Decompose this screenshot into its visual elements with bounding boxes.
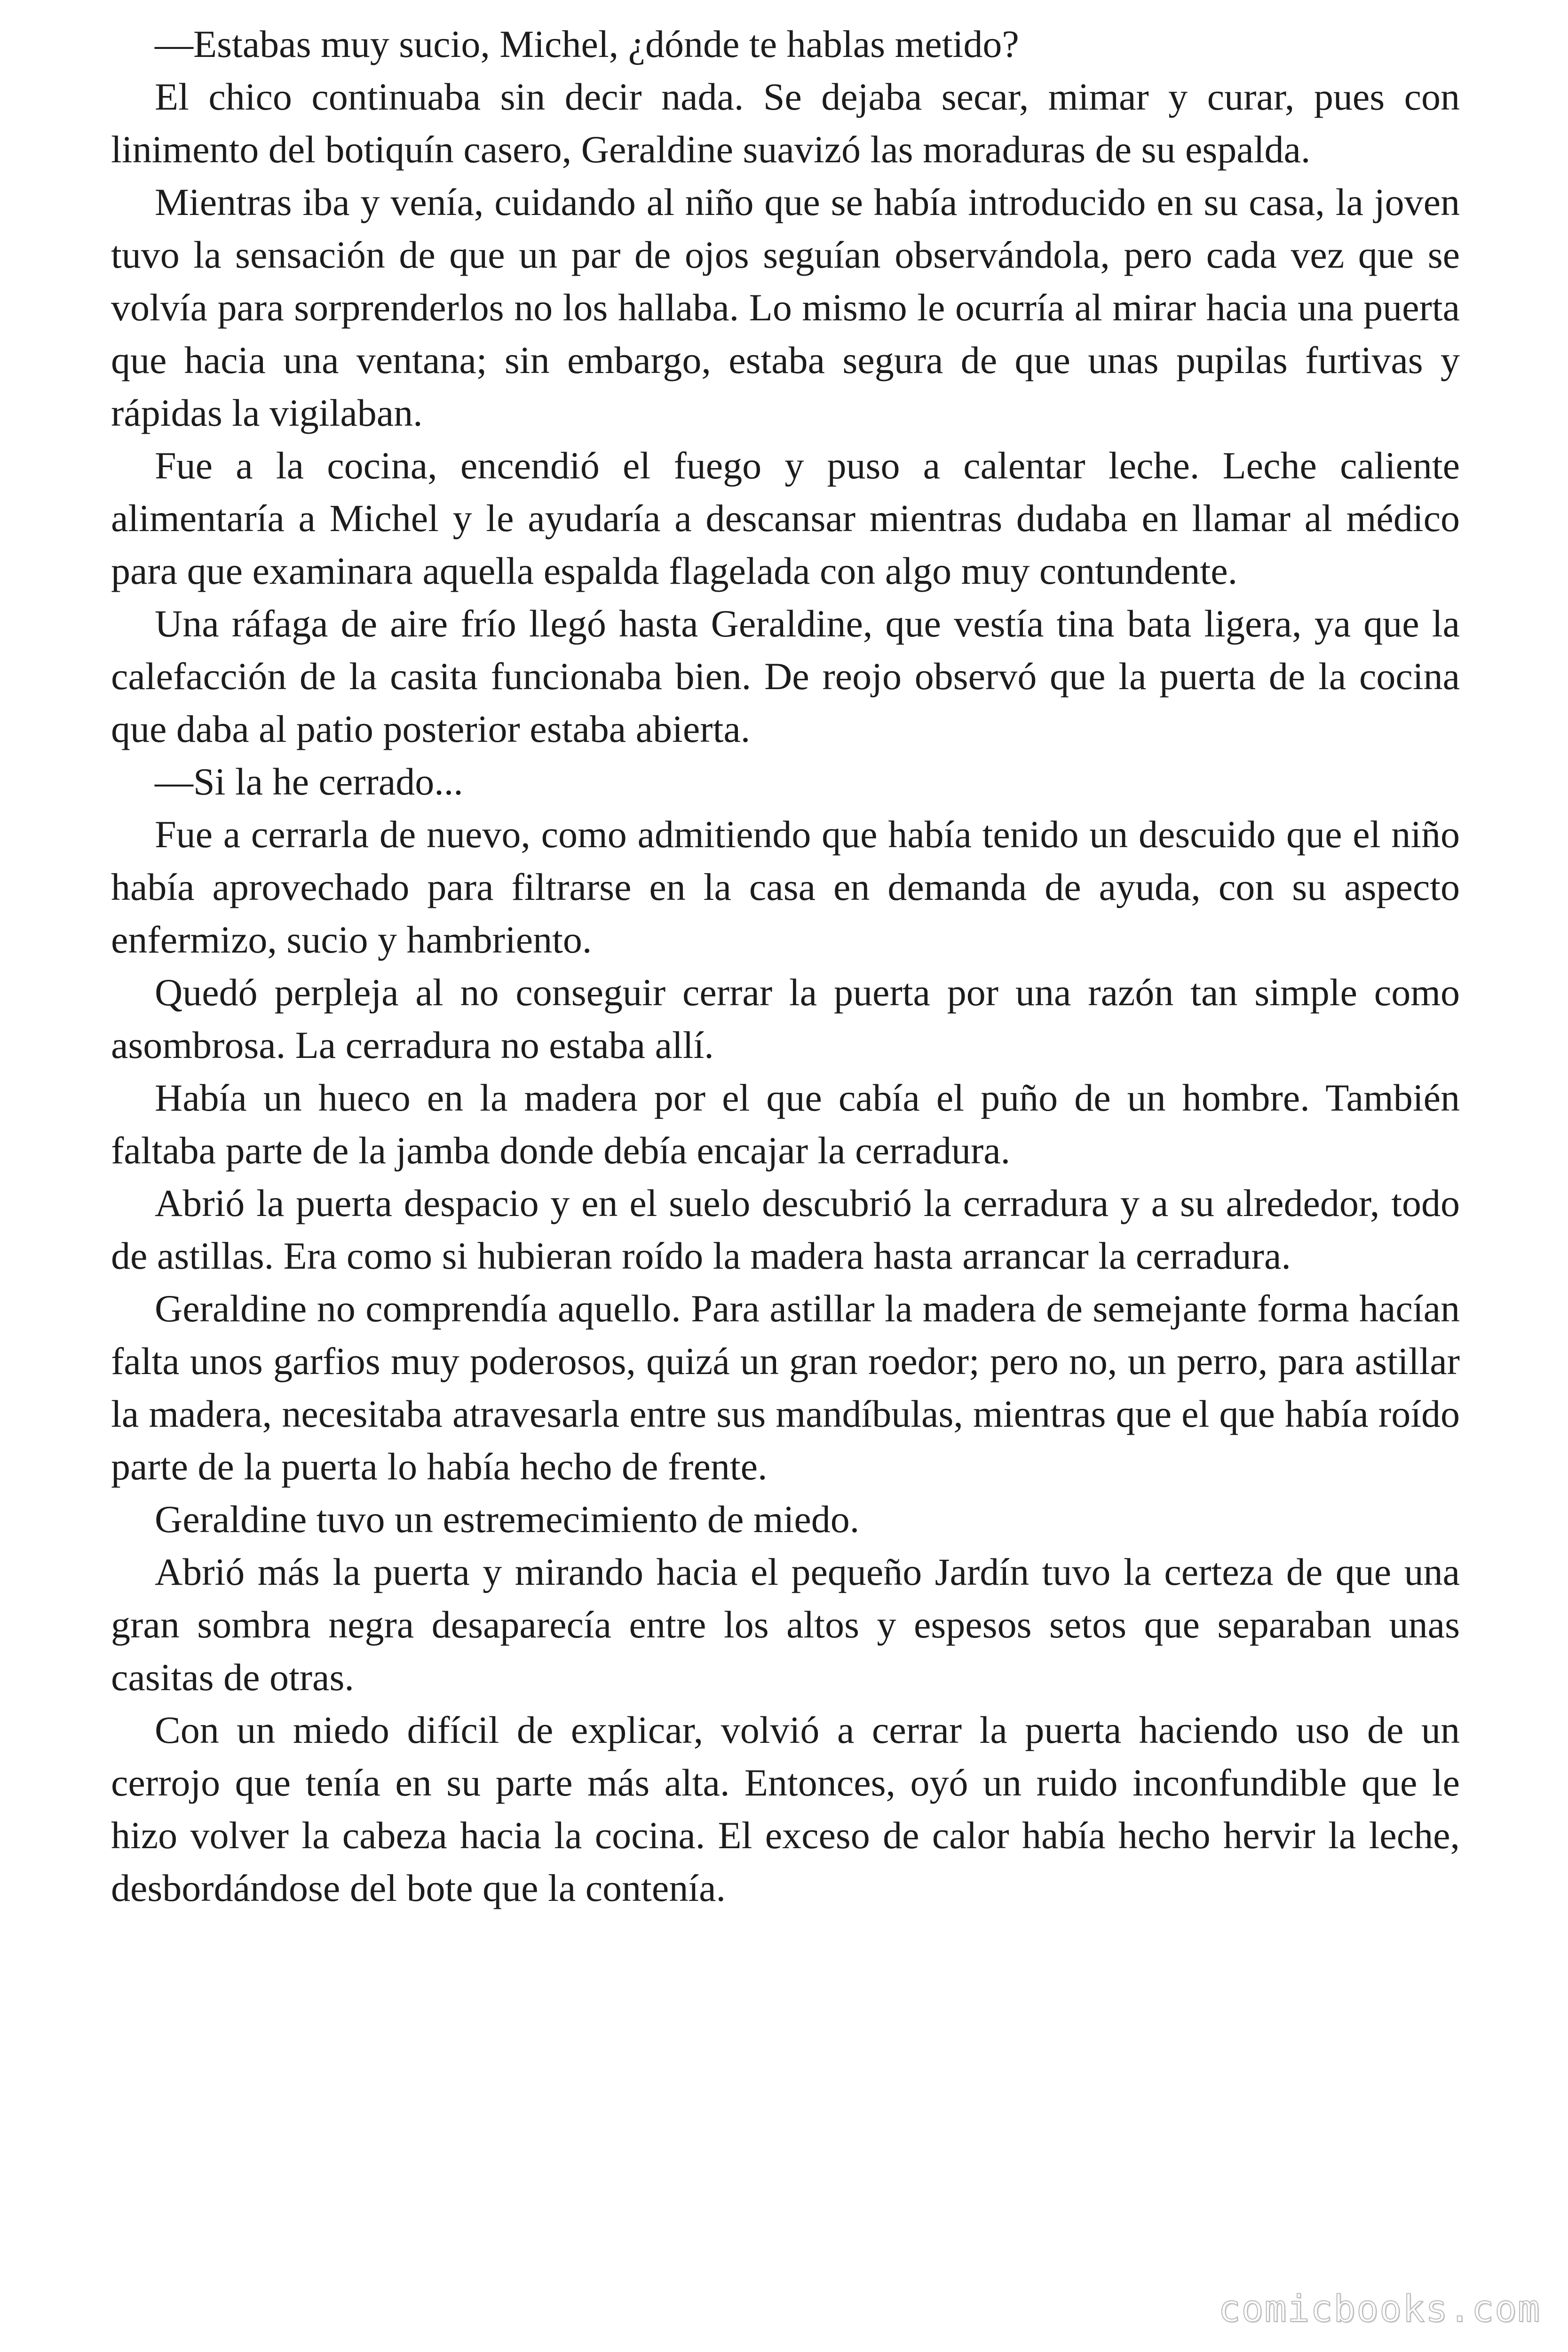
paragraph: Geraldine no comprendía aquello. Para astillar la madera de semejante forma hacían falta unos garfios muy poderosos, quizá un gran roedor; pero no, un perro, para astillar la madera, necesitaba atravesarla entre sus mandíbulas, mientras que el que había roído parte de la puerta lo había hecho de frente. [111,1287,1460,1488]
paragraph: Había un hueco en la madera por el que cabía el puño de un hombre. También faltaba parte de la jamba donde debía encajar la cerradura. [111,1076,1460,1172]
paragraph: Abrió más la puerta y mirando hacia el pequeño Jardín tuvo la certeza de que una gran sombra negra desaparecía entre los altos y espesos setos que separaban unas casitas de otras. [111,1550,1460,1699]
paragraph: Fue a cerrarla de nuevo, como admitiendo que había tenido un descuido que el niño había aprovechado para filtrarse en la casa en demanda de ayuda, con su aspecto enfermizo, sucio y hambriento. [111,813,1460,961]
paragraph: Con un miedo difícil de explicar, volvió a cerrar la puerta haciendo uso de un cerrojo que tenía en su parte más alta. Entonces, oyó un ruido inconfundible que le hizo volver la cabeza hacia la cocina. El exceso de calor había hecho hervir la leche, desbordándose del bote que la contenía. [111,1708,1460,1909]
watermark-text: comicbooks.com [1218,2288,1541,2330]
page-body-text [111,18,1460,1915]
paragraph: —Estabas muy sucio, Michel, ¿dónde te hablas metido? [155,23,1019,65]
paragraph: Geraldine tuvo un estremecimiento de miedo. [155,1498,860,1541]
paragraph: Una ráfaga de aire frío llegó hasta Geraldine, que vestía tina bata ligera, ya que la calefacción de la casita funcionaba bien. De reojo observó que la puerta de la cocina que daba al patio posterior estaba abierta. [111,602,1460,750]
paragraph: Abrió la puerta despacio y en el suelo descubrió la cerradura y a su alrededor, todo de astillas. Era como si hubieran roído la madera hasta arrancar la cerradura. [111,1182,1460,1277]
paragraph: Mientras iba y venía, cuidando al niño que se había introducido en su casa, la joven tuvo la sensación de que un par de ojos seguían observándola, pero cada vez que se volvía para sorprenderlos no los hallaba. Lo mismo le ocurría al mirar hacia una puerta que hacia una ventana; sin embargo, estaba segura de que unas pupilas furtivas y rápidas la vigilaban. [111,181,1460,434]
paragraph: Fue a la cocina, encendió el fuego y puso a calentar leche. Leche caliente alimentaría a Michel y le ayudaría a descansar mientras dudaba en llamar al médico para que examinara aquella espalda flagelada con algo muy contundente. [111,444,1460,592]
paragraph: Quedó perpleja al no conseguir cerrar la puerta por una razón tan simple como asombrosa. La cerradura no estaba allí. [111,971,1460,1066]
paragraph: —Si la he cerrado... [155,760,463,803]
paragraph: El chico continuaba sin decir nada. Se dejaba secar, mimar y curar, pues con linimento del botiquín casero, Geraldine suavizó las moraduras de su espalda. [111,75,1460,171]
